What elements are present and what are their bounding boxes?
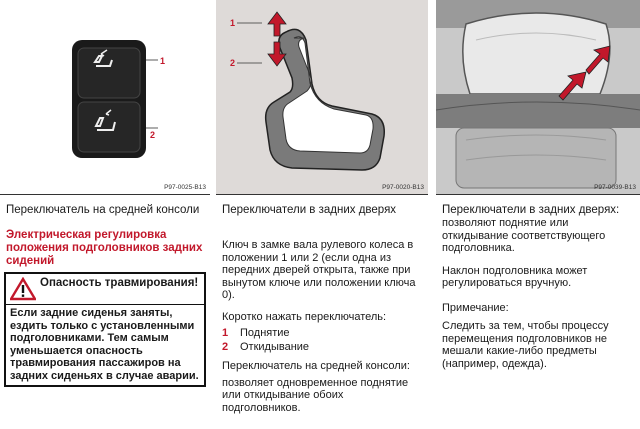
note-text: Следить за тем, чтобы процессу перемещения подголовников не мешали какие-либо предметы (например, одежда). [442, 320, 609, 370]
column-3 [436, 0, 640, 370]
caption: Переключатель на средней консоли [6, 204, 200, 216]
callout-2: 2 [230, 58, 236, 68]
column-2 [216, 0, 428, 414]
console-switch-illustration [0, 0, 210, 195]
list-item-number: 1 [222, 327, 229, 339]
warning-title: Опасность травмирования! [40, 277, 199, 289]
callout-1: 1 [160, 56, 166, 66]
console-switch-desc: позволяет одновременное поднятие или откидывание обоих подголовников. [222, 376, 409, 414]
warning-box [4, 272, 206, 387]
headrest-drawing [436, 0, 640, 194]
warning-text: Если задние сиденья заняты, ездить только с установленными подголовниками. Тем самым уменьшается опасность травмирования пассажиров на задних сиденьях в случае аварии. [10, 307, 199, 382]
manual-tilt-text: Наклон подголовника может регулироваться вручную. [442, 264, 588, 289]
callout-1: 1 [230, 18, 236, 28]
image-code: P97-0025-B13 [164, 184, 206, 191]
list-item [222, 326, 422, 340]
headrest-photo [436, 0, 640, 195]
image-code: P97-0020-B13 [382, 184, 424, 191]
press-switch-text: Коротко нажать переключатель: [222, 310, 387, 323]
console-switch-drawing [0, 0, 210, 194]
image-code: P97-0039-B13 [594, 184, 636, 191]
warning-triangle-icon [10, 277, 36, 301]
door-switch-illustration [216, 0, 428, 195]
section-heading: Электрическая регулировка положения подголовников задних сидений [6, 229, 203, 267]
list-item-number: 2 [222, 341, 229, 353]
list-item-text: Поднятие [240, 327, 290, 339]
list-item-text: Откидывание [240, 341, 310, 353]
warning-divider [6, 304, 204, 305]
caption: Переключатели в задних дверях: [442, 204, 620, 216]
caption: Переключатели в задних дверях [222, 204, 397, 216]
console-switch-text: Переключатель на средней консоли: [222, 360, 410, 372]
door-switches-desc: позволяют поднятие или откидывание соответствующего подголовника. [442, 217, 606, 254]
key-position-text: Ключ в замке вала рулевого колеса в положении 1 или 2 (если одна из передних дверей открыта, также при вынутом ключе или положении ключа 0). [222, 239, 416, 301]
door-switch-drawing [216, 0, 428, 194]
column-1 [0, 0, 210, 387]
list-item [222, 340, 422, 354]
callout-2: 2 [150, 130, 156, 140]
note-label: Примечание: [442, 301, 509, 314]
